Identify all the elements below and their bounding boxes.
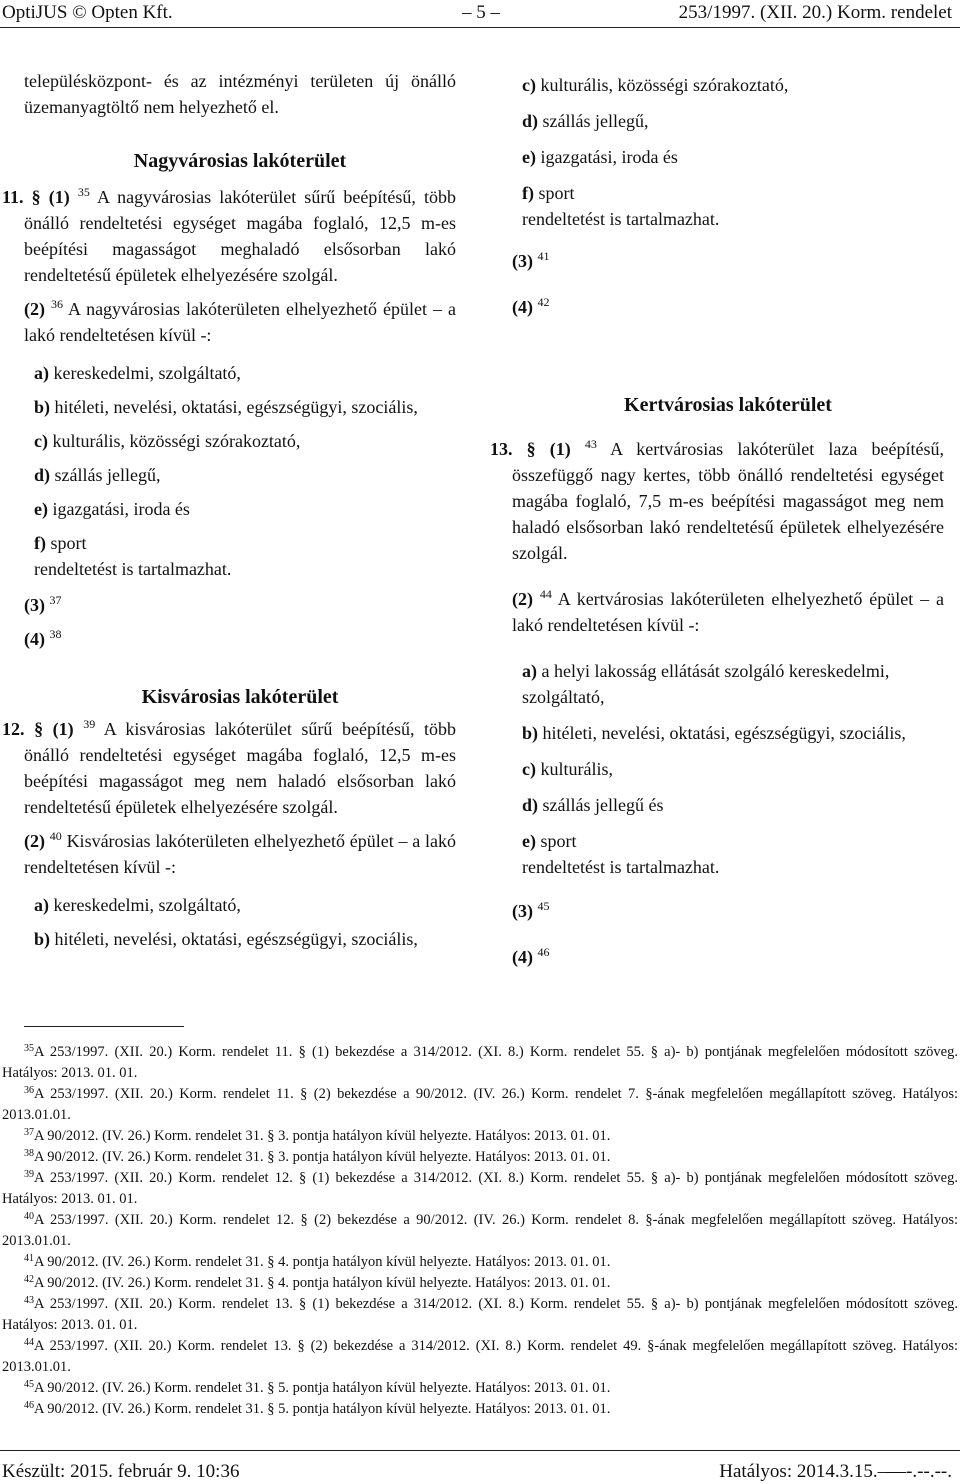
footnote-number: 42 <box>24 1274 34 1285</box>
footnote-text: A 90/2012. (IV. 26.) Korm. rendelet 31. § 5. pontja hatályon kívül helyezte. Hatályos: 2013. 01. 01. <box>34 1380 611 1396</box>
list-item <box>512 72 944 98</box>
list-item <box>512 144 944 170</box>
right-column <box>490 72 945 970</box>
section-12-paragraph-2 <box>24 828 456 880</box>
list-label: c) <box>522 759 536 779</box>
list-item <box>512 658 944 710</box>
list-label: a) <box>34 363 49 383</box>
list-item <box>24 892 456 918</box>
footnote-number: 44 <box>24 1337 34 1348</box>
list-text: hitéleti, nevelési, oktatási, egészségügyi, szociális, <box>54 929 418 949</box>
list-item <box>24 926 456 952</box>
footer-effective: Hatályos: 2014.3.15.–—-.--.--. <box>719 1461 952 1482</box>
paragraph-number: (4) <box>512 297 533 317</box>
list-item <box>24 462 456 488</box>
footnote-text: A 253/1997. (XII. 20.) Korm. rendelet 11. § (1) bekezdése a 314/2012. (XI. 8.) Korm. rendelet 55. § a)- b) pontjának megfelelően módosított szöveg. Hatályos: 2013. 01. 01. <box>2 1044 958 1081</box>
list-text: igazgatási, iroda és <box>540 147 678 167</box>
list-item <box>512 108 944 134</box>
section-number: 13. <box>490 439 513 459</box>
list-text: kereskedelmi, szolgáltató, <box>53 363 241 383</box>
section-12-paragraph-3 <box>512 248 944 274</box>
section-number: 11. <box>2 187 24 207</box>
paragraph-text: A kisvárosias lakóterület sűrű beépítésű, több önálló rendeltetési egységet magába foglaló, 12,5 m-es beépítési magasságot meg nem haladó elsősorban lakó rendeltetésű épületek elhelyezésére szolgál. <box>24 719 457 817</box>
list-text: igazgatási, iroda és <box>52 499 190 519</box>
footnote <box>2 1147 958 1168</box>
footnote <box>2 1252 958 1273</box>
paragraph-number: (2) <box>512 589 533 609</box>
footnote-text: A 90/2012. (IV. 26.) Korm. rendelet 31. § 4. pontja hatályon kívül helyezte. Hatályos: 2013. 01. 01. <box>34 1275 611 1291</box>
list-text: hitéleti, nevelési, oktatási, egészségügyi, szociális, <box>542 723 906 743</box>
list-label: d) <box>522 795 539 815</box>
paragraph-number: (2) <box>24 299 45 319</box>
list-text: szállás jellegű, <box>542 111 649 131</box>
list-item <box>512 756 944 782</box>
footnote-text: A 253/1997. (XII. 20.) Korm. rendelet 13. § (2) bekezdése a 314/2012. (XI. 8.) Korm. rendelet 49. §-ának megfelelően megállapított szöveg. Hatályos: 2013.01.01. <box>2 1338 958 1375</box>
list-item <box>512 720 944 746</box>
list-text: kereskedelmi, szolgáltató, <box>53 895 241 915</box>
section-13-paragraph-1 <box>490 436 945 566</box>
footnote-number: 43 <box>24 1295 34 1306</box>
footnote <box>2 1042 958 1084</box>
list-text: szállás jellegű és <box>542 795 664 815</box>
heading-kertvarosias: Kertvárosias lakóterület <box>624 394 832 416</box>
footnote-number: 46 <box>24 1400 34 1411</box>
footnote <box>2 1084 958 1126</box>
footnote-ref[interactable]: 43 <box>584 437 597 451</box>
list-tail: rendeltetést is tartalmazhat. <box>522 857 720 877</box>
list-label: a) <box>522 661 537 681</box>
footnote-number: 45 <box>24 1379 34 1390</box>
footnote-ref[interactable]: 39 <box>83 717 96 731</box>
paragraph-text: A nagyvárosias lakóterület sűrű beépítésű, több önálló rendeltetési egységet magába foglaló, 12,5 m-es beépítési magasságot meghaladó elsősorban lakó rendeltetésű épületek elhelyezésére szolgál. <box>24 187 457 285</box>
intro-paragraph: településközpont- és az intézményi területen új önálló üzemanyagtöltő nem helyezhető el. <box>24 71 456 117</box>
section-number: 12. <box>2 719 25 739</box>
section-13-paragraph-3 <box>512 898 944 924</box>
footnote <box>2 1378 958 1399</box>
section-11-paragraph-4 <box>24 626 456 652</box>
paragraph-number: (1) <box>549 439 571 459</box>
list-text: sport <box>540 831 577 851</box>
list-item <box>512 180 944 206</box>
footnote-number: 37 <box>24 1127 34 1138</box>
paragraph-text: A kertvárosias lakóterület laza beépítésű, összefüggő nagy kertes, több önálló rendeltetési egységet magába foglaló, 7,5 m-es beépítési magasságot meg nem haladó elsősorban lakó rendeltetésű épületek elhelyezésére szolgál. <box>512 439 945 563</box>
list-label: c) <box>522 75 536 95</box>
list-text: kulturális, közösségi szórakoztató, <box>52 431 301 451</box>
paragraph-text: A kertvárosias lakóterületen elhelyezhető épület – a lakó rendeltetésen kívül -: <box>512 589 944 635</box>
footer-rule <box>0 1450 960 1451</box>
section-12-list-part-1 <box>24 892 456 952</box>
paragraph-number: (3) <box>512 251 533 271</box>
list-item <box>24 428 456 454</box>
footnote-rule <box>24 1026 184 1027</box>
footnote-ref[interactable]: 45 <box>537 899 550 913</box>
footnote-number: 38 <box>24 1148 34 1159</box>
section-11-list <box>24 360 456 582</box>
left-column <box>2 68 457 952</box>
header-publisher: OptiJUS © Opten Kft. <box>2 2 173 23</box>
list-item <box>24 496 456 522</box>
section-13-paragraph-4 <box>512 944 944 970</box>
list-label: b) <box>522 723 539 743</box>
heading-nagyvarosias: Nagyvárosias lakóterület <box>133 150 347 172</box>
footnote-text: A 253/1997. (XII. 20.) Korm. rendelet 12. § (2) bekezdése a 90/2012. (IV. 26.) Korm. rendelet 8. §-ának megfelelően megállapított szöveg. Hatályos: 2013.01.01. <box>2 1212 958 1249</box>
heading-kisvarosias: Kisvárosias lakóterület <box>141 686 339 708</box>
footnote-ref[interactable]: 36 <box>51 297 64 311</box>
list-item <box>24 530 456 556</box>
list-label: e) <box>522 831 536 851</box>
section-sign: § <box>31 187 41 207</box>
footnote-text: A 90/2012. (IV. 26.) Korm. rendelet 31. § 3. pontja hatályon kívül helyezte. Hatályos: 2013. 01. 01. <box>34 1128 611 1144</box>
paragraph-number: (3) <box>512 901 533 921</box>
list-text: kulturális, közösségi szórakoztató, <box>540 75 789 95</box>
footnote-text: A 253/1997. (XII. 20.) Korm. rendelet 11. § (2) bekezdése a 90/2012. (IV. 26.) Korm. rendelet 7. §-ának megfelelően megállapított szöveg. Hatályos: 2013.01.01. <box>2 1086 958 1123</box>
footnote-text: A 253/1997. (XII. 20.) Korm. rendelet 13. § (1) bekezdése a 314/2012. (XI. 8.) Korm. rendelet 55. § a)- b) pontjának megfelelően módosított szöveg. Hatályos: 2013. 01. 01. <box>2 1296 958 1333</box>
footer-created: Készült: 2015. február 9. 10:36 <box>2 1461 240 1482</box>
footnote-text: A 90/2012. (IV. 26.) Korm. rendelet 31. § 4. pontja hatályon kívül helyezte. Hatályos: 2013. 01. 01. <box>34 1254 611 1270</box>
footnote-number: 39 <box>24 1169 34 1180</box>
footnote-ref[interactable]: 38 <box>49 627 62 641</box>
footnotes <box>2 1042 958 1420</box>
footnote-number: 35 <box>24 1043 34 1054</box>
footnote <box>2 1210 958 1252</box>
footnote-number: 36 <box>24 1085 34 1096</box>
list-text: a helyi lakosság ellátását szolgáló kereskedelmi, szolgáltató, <box>522 661 890 707</box>
paragraph-number: (1) <box>52 719 74 739</box>
list-label: f) <box>34 533 46 553</box>
list-label: b) <box>34 929 51 949</box>
section-11-paragraph-2 <box>24 296 456 348</box>
list-item <box>24 394 456 420</box>
list-text: sport <box>538 183 575 203</box>
footnote-text: A 253/1997. (XII. 20.) Korm. rendelet 12. § (1) bekezdése a 314/2012. (XI. 8.) Korm. rendelet 55. § a)- b) pontjának megfelelően módosított szöveg. Hatályos: 2013. 01. 01. <box>2 1170 958 1207</box>
footnote-text: A 90/2012. (IV. 26.) Korm. rendelet 31. § 5. pontja hatályon kívül helyezte. Hatályos: 2013. 01. 01. <box>34 1401 611 1417</box>
footnote-ref[interactable]: 46 <box>537 945 550 959</box>
list-label: e) <box>522 147 536 167</box>
section-13-paragraph-2 <box>512 586 944 638</box>
header-rule <box>0 27 960 28</box>
footnote-ref[interactable]: 35 <box>77 185 90 199</box>
footnote-number: 41 <box>24 1253 34 1264</box>
footnote-ref[interactable]: 41 <box>537 249 550 263</box>
section-12-paragraph-4 <box>512 294 944 320</box>
list-item <box>24 360 456 386</box>
footnote <box>2 1399 958 1420</box>
list-tail: rendeltetést is tartalmazhat. <box>522 209 720 229</box>
header-document-title: 253/1997. (XII. 20.) Korm. rendelet <box>678 2 952 23</box>
header-page-number: – 5 – <box>462 2 500 23</box>
paragraph-text: A nagyvárosias lakóterületen elhelyezhető épület – a lakó rendeltetésen kívül -: <box>24 299 456 345</box>
section-12-paragraph-1 <box>2 716 457 820</box>
footnote-ref[interactable]: 44 <box>539 587 552 601</box>
list-text: kulturális, <box>540 759 613 779</box>
paragraph-number: (4) <box>24 629 45 649</box>
paragraph-text: Kisvárosias lakóterületen elhelyezhető épület – a lakó rendeltetésen kívül -: <box>24 831 457 877</box>
footnote-number: 40 <box>24 1211 34 1222</box>
list-label: e) <box>34 499 48 519</box>
list-item <box>512 828 944 854</box>
list-tail: rendeltetést is tartalmazhat. <box>34 559 232 579</box>
list-text: sport <box>50 533 87 553</box>
section-sign: § <box>34 719 44 739</box>
footnote-text: A 90/2012. (IV. 26.) Korm. rendelet 31. § 3. pontja hatályon kívül helyezte. Hatályos: 2013. 01. 01. <box>34 1149 611 1165</box>
section-11-paragraph-3 <box>24 592 456 618</box>
paragraph-number: (2) <box>24 831 45 851</box>
list-label: d) <box>522 111 539 131</box>
list-label: a) <box>34 895 49 915</box>
footnote-ref[interactable]: 40 <box>49 829 62 843</box>
footnote <box>2 1168 958 1210</box>
list-item <box>512 792 944 818</box>
section-13-list <box>512 658 944 880</box>
footnote <box>2 1126 958 1147</box>
list-label: d) <box>34 465 51 485</box>
list-label: b) <box>34 397 51 417</box>
section-11-paragraph-1 <box>2 184 457 288</box>
section-12-list-part-2 <box>512 72 944 232</box>
paragraph-number: (4) <box>512 947 533 967</box>
section-sign: § <box>526 439 536 459</box>
list-text: hitéleti, nevelési, oktatási, egészségügyi, szociális, <box>54 397 418 417</box>
footnote-ref[interactable]: 42 <box>537 295 550 309</box>
footnote-ref[interactable]: 37 <box>49 593 62 607</box>
footnote <box>2 1294 958 1336</box>
list-text: szállás jellegű, <box>54 465 161 485</box>
footnote <box>2 1273 958 1294</box>
list-label: c) <box>34 431 48 451</box>
footnote <box>2 1336 958 1378</box>
paragraph-number: (1) <box>48 187 70 207</box>
paragraph-number: (3) <box>24 595 45 615</box>
list-label: f) <box>522 183 534 203</box>
